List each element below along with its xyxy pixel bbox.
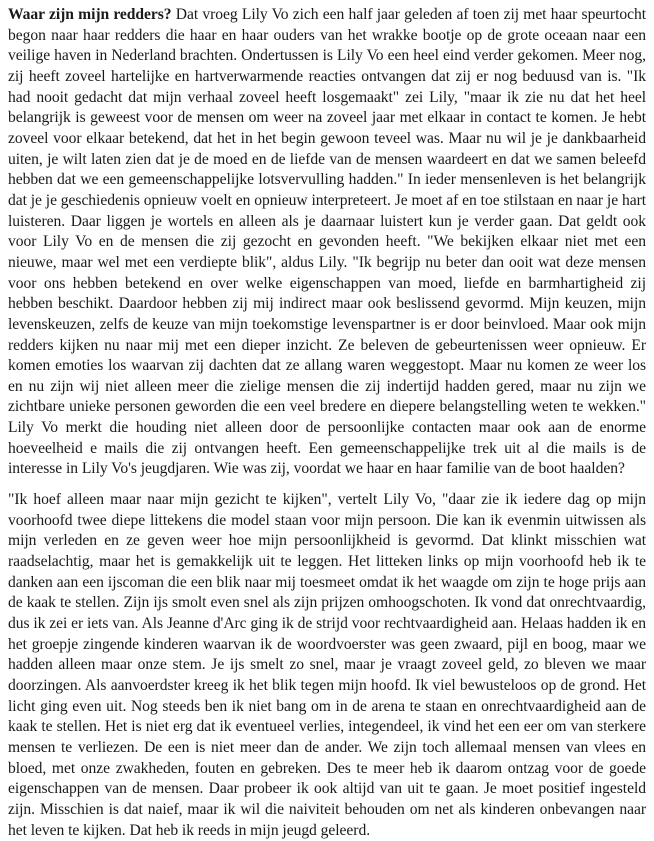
lead-question: Waar zijn mijn redders? (8, 6, 172, 23)
paragraph-2: "Ik hoef alleen maar naar mijn gezicht te kijken", vertelt Lily Vo, "daar zie ik iedere dag op mijn voorhoofd twee diepe littekens die model staan voor mijn persoon. Die kan ik evenmin uitwissen als mijn verleden en ze geven weer hoe mijn persoonlijkheid is gevormd. Dat klinkt misschien wat raadselachtig, maar het is gemakkelijk uit te leggen. Het litteken links op mijn voorhoofd heb ik te danken aan een ijscoman die een blik naar mij toesmeet omdat ik het waagde om zijn te hoge prijs aan de kaak te stellen. Zijn ijs smolt even snel als zijn prijzen omhoogschoten. Ik vond dat onrechtvaardig, dus ik zei er iets van. Als Jeanne d'Arc ging ik de strijd voor rechtvaardigheid aan. Helaas hadden ik en het groepje zingende kinderen waarvan ik de woordvoerster was geen zwaard, pijl en boog, maar we hadden alleen maar onze stem. Je ijs smelt zo snel, maar je vraagt zoveel geld, zo bleven we maar doorzingen. Als aanvoerdster kreeg ik het blik tegen mijn hoofd. Ik viel bewusteloos op de grond. Het licht ging even uit. Nog steeds ben ik niet bang om in de arena te staan en onrechtvaardigheid aan de kaak te stellen. Het is niet erg dat ik eventueel verlies, integendeel, ik vind het een eer om van sterkere mensen te verliezen. De een is niet meer dan de ander. We zijn toch allemaal mensen van vlees en bloed, met onze zwakheden, fouten en gebreken. Des te meer heb ik daarom ontzag voor de goede eigenschappen van de mensen. Daar probeer ik ook altijd van uit te gaan. Je moet positief ingesteld zijn. Misschien is dat naief, maar ik wil die naiviteit behouden om net als kinderen onbevangen naar het leven te kijken. Dat heb ik reeds in mijn jeugd geleerd. (8, 491, 647, 839)
paragraph-1 (8, 5, 646, 480)
paragraph-1-body: Dat vroeg Lily Vo zich een half jaar geleden af toen zij met haar speurtocht begon naar haar redders die haar en haar ouders van het wrakke bootje op de grote oceaan naar een veilige haven in Nederland brachten. Ondertussen is Lily Vo een heel eind verder gekomen. Meer nog, zij heeft zoveel hartelijke en hartverwarmende reacties ontvangen dat zij er nog beduusd van is. "Ik had nooit gedacht dat mijn verhaal zoveel heeft losgemaakt" zei Lily, "maar ik zie nu dat het heel belangrijk is geweest voor de mensen om weer na zoveel jaar met elkaar in contact te komen. Je hebt zoveel voor elkaar betekend, dat het in het begin gewoon teveel was. Maar nu wil je je dankbaarheid uiten, je wilt laten zien dat je de moed en de liefde van de mensen waardeert en dat we samen beleefd hebben dat we een gemeenschappelijke lotsvervulling hadden." In ieder mensenleven is het belangrijk dat je je geschiedenis opnieuw voelt en opnieuw interpreteert. Je moet af en toe stilstaan en naar je hart luisteren. Daar liggen je wortels en alleen als je daarnaar luistert kun je verder gaan. Dat geldt ook voor Lily Vo en de mensen die zij gezocht en gevonden heeft. "We bekijken elkaar niet met een nieuwe, maar wel met een verdiepte blik", aldus Lily. "Ik begrijp nu beter dan ooit wat deze mensen voor ons hebben betekend en over welke eigenschappen van moed, liefde en barmhartigheid zij hebben beschikt. Daardoor hebben zij mij indirect maar ook beslissend gevormd. Mijn keuzen, mijn levenskeuzen, zelfs de keuze van mijn toekomstige levenspartner is er door beinvloed. Maar ook mijn redders kijken nu naar mij met een dieper inzicht. Ze beleven de gebeurtenissen weer opnieuw. Er komen emoties los waarvan zij dachten dat ze allang waren weggestopt. Maar nu komen ze weer los en nu zijn wij niet alleen meer die zielige mensen die zij indertijd hadden gered, maar nu zijn we zichtbare unieke personen geworden die een veel bredere en diepere belangstelling weten te wekken." Lily Vo merkt die houding niet alleen door de persoonlijke contacten maar ook aan de enorme hoeveelheid e mails die zij ontvangen heeft. Een gemeenschappelijke trek uit al die mails is de interesse in Lily Vo's jeugdjaren. Wie was zij, voordat we haar en haar familie van de boot haalden? (8, 6, 647, 478)
